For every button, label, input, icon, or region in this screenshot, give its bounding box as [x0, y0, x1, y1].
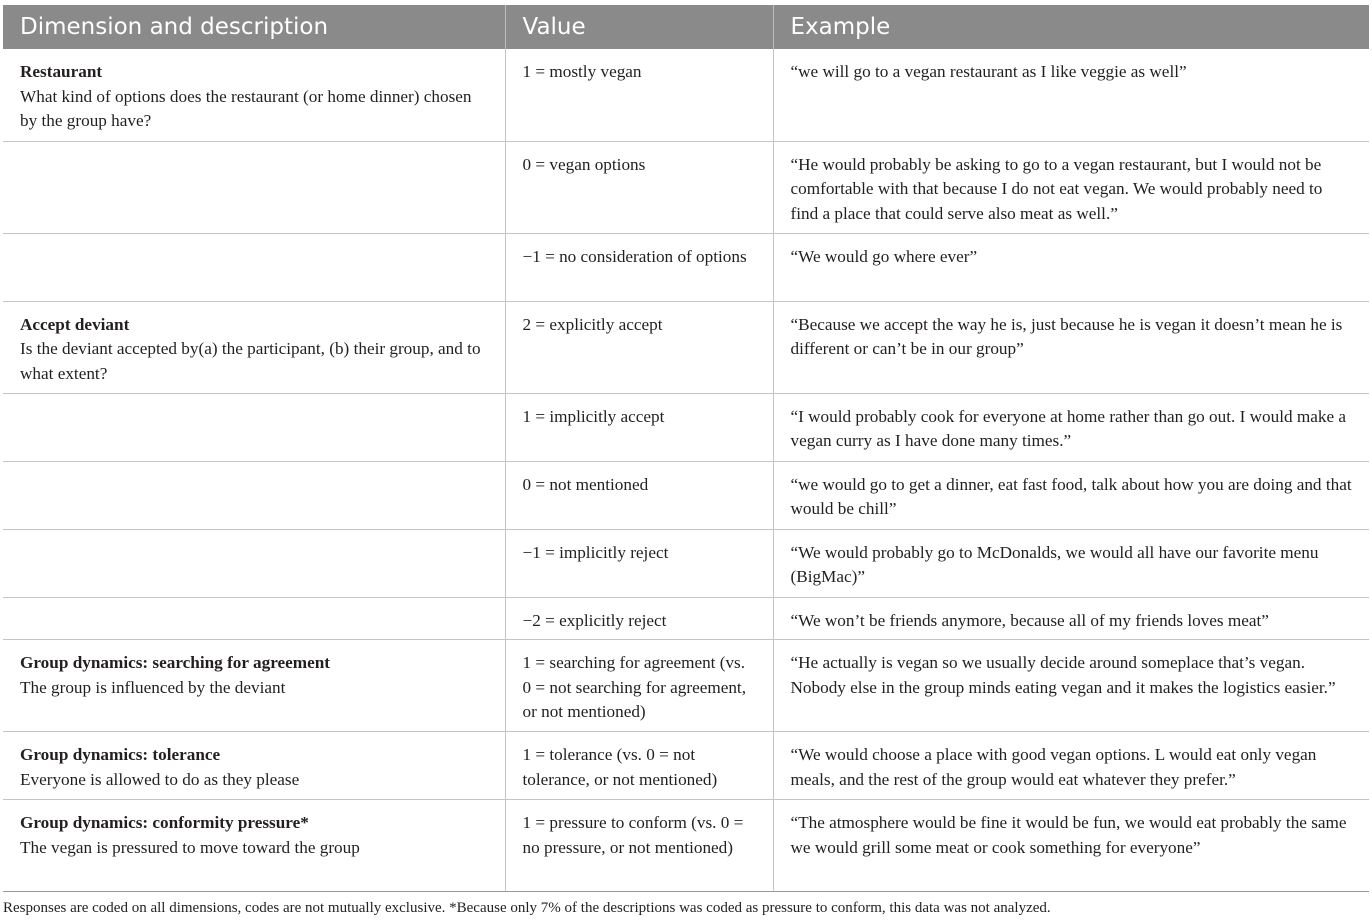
value-cell: −1 = no consideration of options — [505, 233, 773, 301]
coding-table-container — [3, 5, 1369, 892]
example-cell: “We won’t be friends anymore, because all of my friends loves meat” — [773, 597, 1369, 640]
dimension-cell — [3, 393, 505, 461]
dimension-cell — [3, 141, 505, 233]
coding-table — [3, 5, 1369, 892]
value-cell: −1 = implicitly reject — [505, 529, 773, 597]
dimension-cell — [3, 301, 505, 393]
value-cell: −2 = explicitly reject — [505, 597, 773, 640]
example-cell: “we will go to a vegan restaurant as I like veggie as well” — [773, 49, 1369, 141]
dimension-cell — [3, 461, 505, 529]
example-cell: “He would probably be asking to go to a vegan restaurant, but I would not be comfortable with that because I do not eat vegan. We would probably need to find a place that could serve also meat as well.” — [773, 141, 1369, 233]
example-cell: “We would choose a place with good vegan options. L would eat only vegan meals, and the rest of the group would eat whatever they prefer.” — [773, 732, 1369, 800]
example-cell: “I would probably cook for everyone at home rather than go out. I would make a vegan curry as I have done many times.” — [773, 393, 1369, 461]
value-cell: 1 = implicitly accept — [505, 393, 773, 461]
dimension-cell — [3, 233, 505, 301]
dimension-title: Accept deviant — [20, 314, 130, 334]
table-footnote: Responses are coded on all dimensions, codes are not mutually exclusive. *Because only 7% of the descriptions was coded as pressure to conform, this data was not analyzed. — [3, 900, 1051, 916]
table-row — [3, 233, 1369, 301]
value-cell: 0 = vegan options — [505, 141, 773, 233]
dimension-description: What kind of options does the restaurant (or home dinner) chosen by the group have? — [20, 86, 472, 130]
dimension-cell — [3, 800, 505, 892]
dimension-description: The group is influenced by the deviant — [20, 677, 286, 697]
header-example: Example — [773, 5, 1369, 49]
example-cell: “we would go to get a dinner, eat fast food, talk about how you are doing and that would be chill” — [773, 461, 1369, 529]
value-cell: 1 = searching for agreement (vs. 0 = not searching for agreement, or not mentioned) — [505, 640, 773, 732]
dimension-title: Group dynamics: tolerance — [20, 745, 221, 764]
table-body — [3, 49, 1369, 892]
value-cell: 1 = tolerance (vs. 0 = not tolerance, or not mentioned) — [505, 732, 773, 800]
table-row — [3, 49, 1369, 141]
table-row — [3, 800, 1369, 892]
header-value: Value — [505, 5, 773, 49]
table-row — [3, 461, 1369, 529]
table-row — [3, 529, 1369, 597]
dimension-description: Everyone is allowed to do as they please — [20, 769, 300, 789]
dimension-description: The vegan is pressured to move toward the group — [20, 837, 360, 857]
table-row — [3, 597, 1369, 640]
example-cell: “Because we accept the way he is, just because he is vegan it doesn’t mean he is different or can’t be in our group” — [773, 301, 1369, 393]
dimension-cell — [3, 597, 505, 640]
dimension-description: Is the deviant accepted by(a) the participant, (b) their group, and to what extent? — [20, 339, 481, 383]
dimension-cell — [3, 732, 505, 800]
dimension-title: Group dynamics: conformity pressure* — [20, 813, 309, 832]
example-cell: “The atmosphere would be fine it would be fun, we would eat probably the same we would grill some meat or cook something for everyone” — [773, 800, 1369, 892]
dimension-cell — [3, 49, 505, 141]
table-header-row — [3, 5, 1369, 49]
value-cell: 1 = pressure to conform (vs. 0 = no pressure, or not mentioned) — [505, 800, 773, 892]
example-cell: “He actually is vegan so we usually decide around someplace that’s vegan. Nobody else in the group minds eating vegan and it makes the logistics easier.” — [773, 640, 1369, 732]
dimension-cell — [3, 640, 505, 732]
table-row — [3, 301, 1369, 393]
header-dimension: Dimension and description — [3, 5, 505, 49]
dimension-title: Restaurant — [20, 62, 103, 81]
table-row — [3, 141, 1369, 233]
dimension-title: Group dynamics: searching for agreement — [20, 653, 330, 672]
table-row — [3, 732, 1369, 800]
table-row — [3, 640, 1369, 732]
value-cell: 2 = explicitly accept — [505, 301, 773, 393]
table-row — [3, 393, 1369, 461]
value-cell: 1 = mostly vegan — [505, 49, 773, 141]
example-cell: “We would probably go to McDonalds, we would all have our favorite menu (BigMac)” — [773, 529, 1369, 597]
dimension-cell — [3, 529, 505, 597]
value-cell: 0 = not mentioned — [505, 461, 773, 529]
example-cell: “We would go where ever” — [773, 233, 1369, 301]
